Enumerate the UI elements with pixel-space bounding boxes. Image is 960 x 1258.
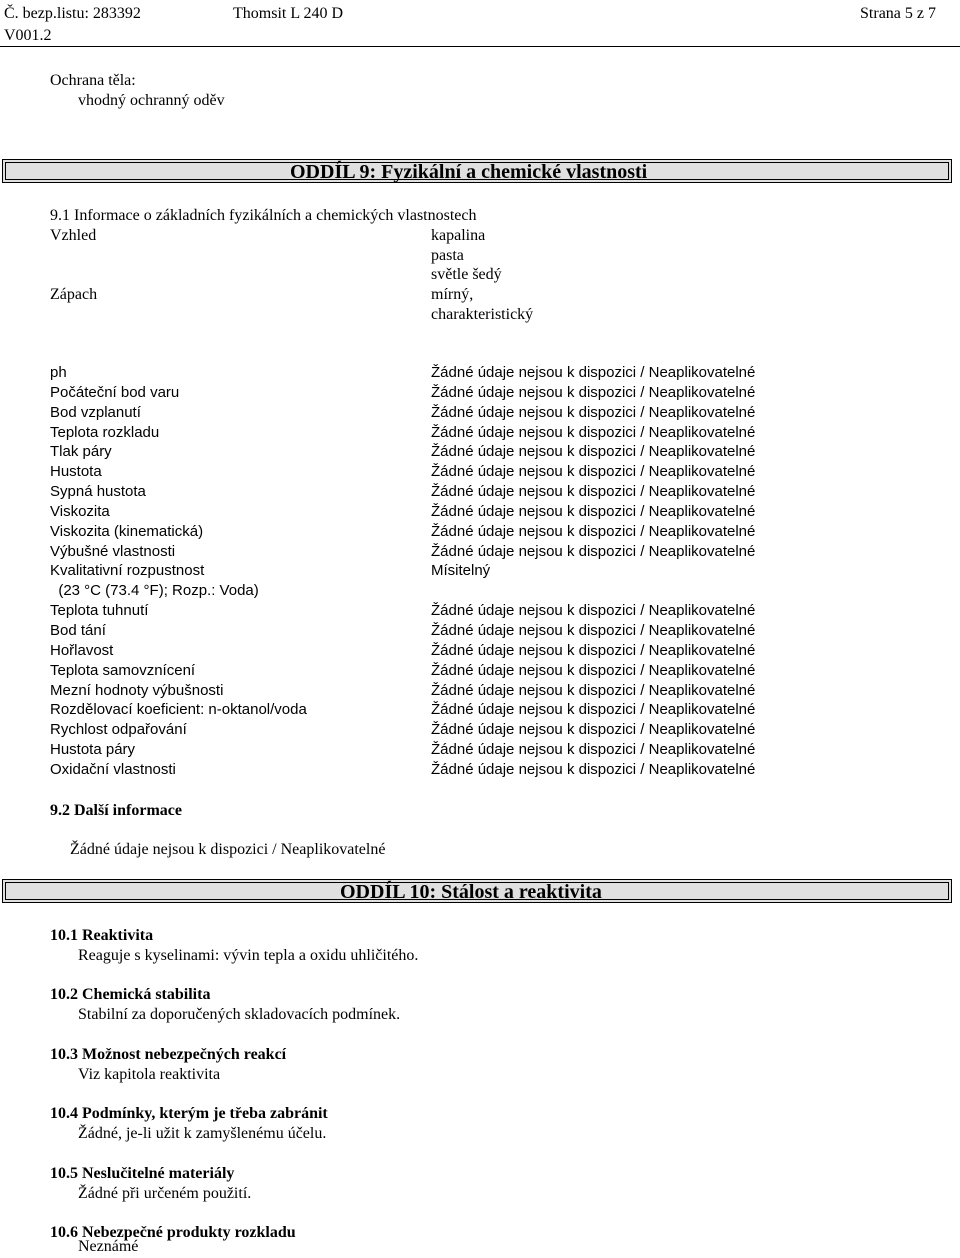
property-name: Výbušné vlastnosti [50, 542, 176, 560]
item-text: Reaguje s kyselinami: vývin tepla a oxidu uhličitého. [78, 947, 419, 964]
appearance-value: světle šedý [431, 266, 502, 283]
property-row [50, 661, 780, 681]
property-name: Počáteční bod varu [50, 383, 180, 401]
property-row [50, 522, 780, 542]
property-row [50, 720, 780, 740]
property-row [50, 383, 780, 403]
item-heading: 10.4 Podmínky, kterým je třeba zabránit [50, 1105, 328, 1122]
subsection-9-2-title: 9.2 Další informace [50, 802, 182, 819]
property-name: Oxidační vlastnosti [50, 760, 176, 778]
properties-table [50, 363, 780, 780]
property-name: Teplota tuhnutí [50, 602, 149, 620]
item-text: Stabilní za doporučených skladovacích podmínek. [78, 1006, 401, 1023]
appearance-value: kapalina [431, 227, 486, 244]
property-value: Žádné údaje nejsou k dispozici / Neaplikovatelné [431, 641, 756, 659]
property-row [50, 363, 780, 383]
property-name: Teplota samovznícení [50, 661, 196, 679]
item-text: Viz kapitola reaktivita [78, 1066, 221, 1083]
item-heading: 10.6 Nebezpečné produkty rozkladu [50, 1224, 296, 1241]
odor-label: Zápach [50, 286, 98, 303]
property-value: Žádné údaje nejsou k dispozici / Neaplikovatelné [431, 522, 756, 540]
item-heading: 10.5 Neslučitelné materiály [50, 1165, 235, 1182]
property-value: Žádné údaje nejsou k dispozici / Neaplikovatelné [431, 760, 756, 778]
property-value: Žádné údaje nejsou k dispozici / Neaplikovatelné [431, 463, 756, 481]
odor-value: mírný, [431, 286, 474, 303]
property-row [50, 581, 780, 601]
property-value: Žádné údaje nejsou k dispozici / Neaplikovatelné [431, 443, 756, 461]
body-protection-label: Ochrana těla: [50, 72, 136, 89]
property-value: Mísitelný [431, 562, 491, 580]
product-name: Thomsit L 240 D [233, 5, 344, 22]
property-name: (23 °C (73.4 °F); Rozp.: Voda) [50, 582, 259, 600]
property-value: Žádné údaje nejsou k dispozici / Neaplikovatelné [431, 403, 756, 421]
body-protection-value: vhodný ochranný oděv [78, 92, 225, 109]
property-name: Rozdělovací koeficient: n-oktanol/voda [50, 701, 307, 719]
property-value: Žádné údaje nejsou k dispozici / Neaplikovatelné [431, 701, 756, 719]
item-text: Žádné, je-li užit k zamyšlenému účelu. [78, 1125, 327, 1142]
doc-number: Č. bezp.listu: 283392 [4, 5, 141, 22]
property-value: Žádné údaje nejsou k dispozici / Neaplikovatelné [431, 602, 756, 620]
property-value: Žádné údaje nejsou k dispozici / Neaplikovatelné [431, 483, 756, 501]
property-value: Žádné údaje nejsou k dispozici / Neaplikovatelné [431, 542, 756, 560]
property-value: Žádné údaje nejsou k dispozici / Neaplikovatelné [431, 741, 756, 759]
property-value: Žádné údaje nejsou k dispozici / Neaplikovatelné [431, 681, 756, 699]
property-name: Viskozita [50, 502, 110, 520]
version: V001.2 [4, 27, 52, 44]
item-heading: 10.1 Reaktivita [50, 927, 154, 944]
property-value: Žádné údaje nejsou k dispozici / Neaplikovatelné [431, 721, 756, 739]
property-row [50, 601, 780, 621]
odor-value: charakteristický [431, 306, 534, 323]
property-value: Žádné údaje nejsou k dispozici / Neaplikovatelné [431, 502, 756, 520]
property-row [50, 740, 780, 760]
property-name: Sypná hustota [50, 483, 146, 501]
item-heading: 10.2 Chemická stabilita [50, 986, 211, 1003]
item-text: Žádné při určeném použití. [78, 1185, 252, 1202]
property-name: ph [50, 364, 67, 381]
property-value: Žádné údaje nejsou k dispozici / Neaplikovatelné [431, 383, 756, 401]
property-value: Žádné údaje nejsou k dispozici / Neaplikovatelné [431, 621, 756, 639]
property-row [50, 502, 780, 522]
item-heading: 10.3 Možnost nebezpečných reakcí [50, 1046, 287, 1063]
property-value: Žádné údaje nejsou k dispozici / Neaplikovatelné [431, 364, 756, 381]
property-name: Viskozita (kinematická) [50, 522, 204, 540]
property-row [50, 641, 780, 661]
property-row [50, 442, 780, 462]
property-name: Hořlavost [50, 641, 114, 659]
section-10-title: ODDÍL 10: Stálost a reaktivita [340, 881, 602, 903]
property-name: Hustota páry [50, 741, 136, 759]
property-row [50, 700, 780, 720]
property-value: Žádné údaje nejsou k dispozici / Neaplikovatelné [431, 423, 756, 441]
property-row [50, 542, 780, 562]
appearance-label: Vzhled [50, 227, 97, 244]
property-name: Bod tání [50, 621, 106, 639]
appearance-value: pasta [431, 247, 464, 264]
property-row [50, 403, 780, 423]
page-indicator: Strana 5 z 7 [860, 5, 936, 22]
property-value: Žádné údaje nejsou k dispozici / Neaplikovatelné [431, 661, 756, 679]
property-row [50, 621, 780, 641]
property-row [50, 760, 780, 780]
property-row [50, 482, 780, 502]
header-divider [0, 46, 960, 47]
property-name: Teplota rozkladu [50, 423, 160, 441]
property-name: Rychlost odpařování [50, 721, 187, 739]
property-name: Hustota [50, 463, 102, 481]
subsection-9-2-text: Žádné údaje nejsou k dispozici / Neaplikovatelné [70, 841, 386, 858]
property-row [50, 561, 780, 581]
property-row [50, 423, 780, 443]
property-name: Tlak páry [50, 443, 112, 461]
property-row [50, 681, 780, 701]
subsection-9-1-title: 9.1 Informace o základních fyzikálních a chemických vlastnostech [50, 207, 477, 224]
property-row [50, 462, 780, 482]
property-name: Kvalitativní rozpustnost [50, 562, 205, 580]
property-name: Bod vzplanutí [50, 403, 141, 421]
item-text: Neznámé [78, 1238, 139, 1255]
property-name: Mezní hodnoty výbušnosti [50, 681, 224, 699]
section-9-title: ODDÍL 9: Fyzikální a chemické vlastnosti [290, 161, 648, 183]
